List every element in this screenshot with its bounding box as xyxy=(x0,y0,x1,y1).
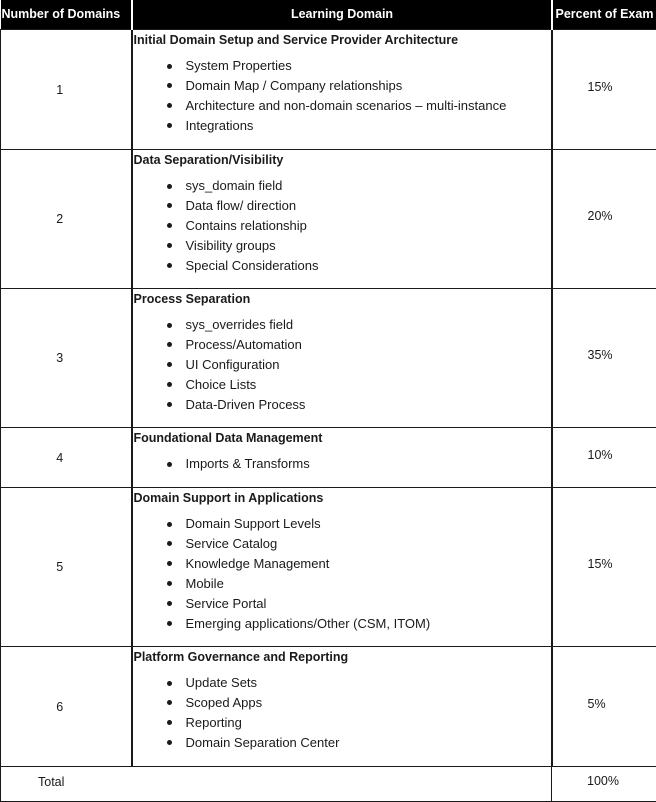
topic-list xyxy=(133,315,551,415)
topic-list xyxy=(133,56,551,136)
percent-of-exam: 15% xyxy=(552,488,656,647)
learning-domain-cell xyxy=(132,30,552,150)
percent-of-exam: 10% xyxy=(552,428,656,488)
list-item: Scoped Apps xyxy=(186,693,551,713)
list-item: Data-Driven Process xyxy=(186,395,551,415)
list-item: Domain Map / Company relationships xyxy=(186,76,551,96)
domain-title: Data Separation/Visibility xyxy=(133,150,551,169)
list-item: Knowledge Management xyxy=(186,554,551,574)
list-item: Domain Support Levels xyxy=(186,514,551,534)
table-row xyxy=(1,30,656,150)
list-item: Imports & Transforms xyxy=(186,454,551,474)
table-row xyxy=(1,488,656,647)
list-item: Service Catalog xyxy=(186,534,551,554)
header-row xyxy=(1,0,656,30)
learning-domain-cell xyxy=(132,289,552,428)
domain-number: 3 xyxy=(1,289,132,428)
percent-of-exam: 20% xyxy=(552,150,656,289)
topic-list xyxy=(133,454,551,474)
percent-of-exam: 5% xyxy=(552,647,656,767)
list-item: Emerging applications/Other (CSM, ITOM) xyxy=(186,614,551,634)
list-item: Process/Automation xyxy=(186,335,551,355)
domain-number: 1 xyxy=(1,30,132,150)
list-item: Architecture and non-domain scenarios – multi-instance xyxy=(186,96,551,116)
list-item: Mobile xyxy=(186,574,551,594)
learning-domain-cell xyxy=(132,647,552,767)
header-percent-of-exam: Percent of Exam xyxy=(552,0,656,30)
learning-domain-cell xyxy=(132,150,552,289)
list-item: sys_overrides field xyxy=(186,315,551,335)
total-label: Total xyxy=(1,767,552,802)
domain-number: 6 xyxy=(1,647,132,767)
domain-title: Foundational Data Management xyxy=(133,428,551,447)
learning-domain-cell xyxy=(132,488,552,647)
header-number-of-domains: Number of Domains xyxy=(1,0,132,30)
percent-of-exam: 15% xyxy=(552,30,656,150)
topic-list xyxy=(133,176,551,276)
percent-of-exam: 35% xyxy=(552,289,656,428)
domain-number: 2 xyxy=(1,150,132,289)
list-item: Special Considerations xyxy=(186,256,551,276)
list-item: sys_domain field xyxy=(186,176,551,196)
list-item: Reporting xyxy=(186,713,551,733)
learning-domain-cell xyxy=(132,428,552,488)
domain-title: Platform Governance and Reporting xyxy=(133,647,551,666)
total-percent: 100% xyxy=(552,767,656,802)
topic-list xyxy=(133,514,551,633)
table-row xyxy=(1,428,656,488)
list-item: UI Configuration xyxy=(186,355,551,375)
topic-list xyxy=(133,673,551,753)
domain-number: 5 xyxy=(1,488,132,647)
domain-number: 4 xyxy=(1,428,132,488)
domain-title: Process Separation xyxy=(133,289,551,308)
list-item: Visibility groups xyxy=(186,236,551,256)
domain-title: Domain Support in Applications xyxy=(133,488,551,507)
table-row xyxy=(1,647,656,767)
header-learning-domain: Learning Domain xyxy=(132,0,552,30)
total-row xyxy=(1,767,656,802)
table-row xyxy=(1,289,656,428)
list-item: Choice Lists xyxy=(186,375,551,395)
table-row xyxy=(1,150,656,289)
list-item: System Properties xyxy=(186,56,551,76)
list-item: Contains relationship xyxy=(186,216,551,236)
list-item: Integrations xyxy=(186,116,551,136)
list-item: Update Sets xyxy=(186,673,551,693)
list-item: Domain Separation Center xyxy=(186,733,551,753)
list-item: Service Portal xyxy=(186,594,551,614)
domain-title: Initial Domain Setup and Service Provider Architecture xyxy=(133,30,551,49)
list-item: Data flow/ direction xyxy=(186,196,551,216)
